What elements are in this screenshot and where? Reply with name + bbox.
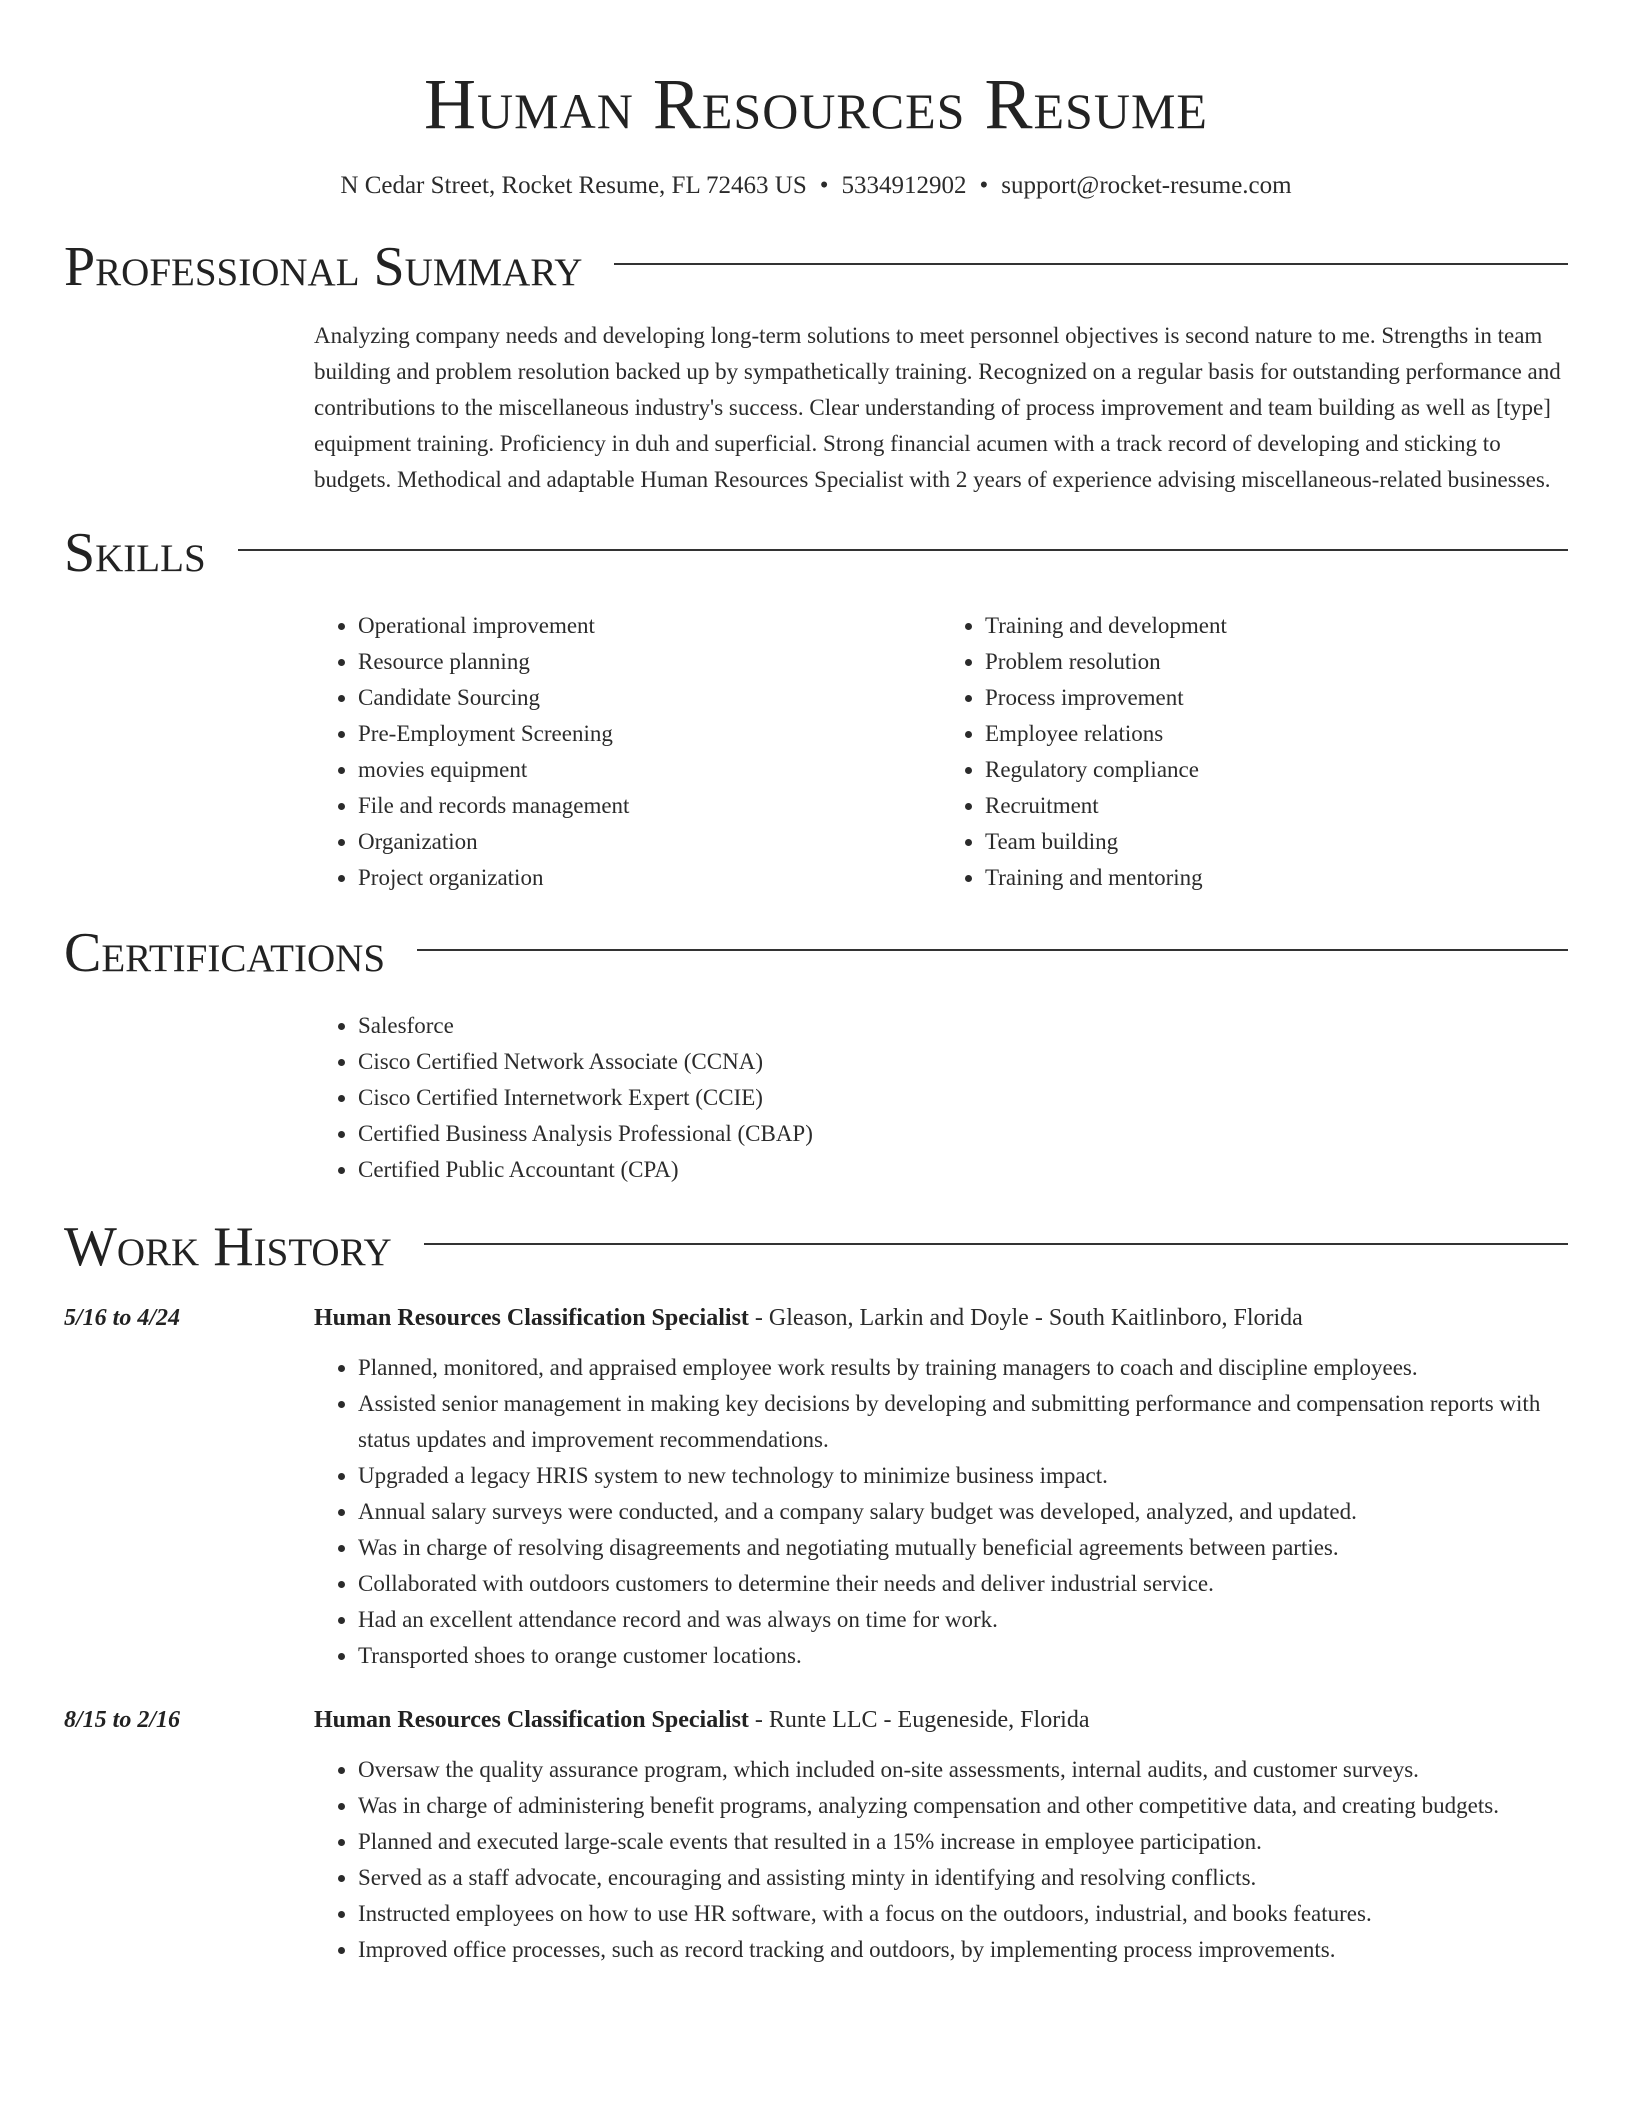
job-bullets (314, 1752, 1568, 1968)
skills-list-left (314, 608, 941, 896)
skill-item: • Training and development (985, 608, 1568, 644)
skill-item: • Training and mentoring (985, 860, 1568, 896)
certification-item: • Certified Public Accountant (CPA) (358, 1152, 1568, 1188)
section-divider (238, 549, 1568, 551)
skill-item: • Resource planning (358, 644, 941, 680)
job-bullet: • Had an excellent attendance record and was always on time for work. (358, 1602, 1568, 1638)
skill-item: • Process improvement (985, 680, 1568, 716)
summary-body (314, 318, 1568, 498)
job-bullet: • Served as a staff advocate, encouraging and assisting minty in identifying and resolving conflicts. (358, 1860, 1568, 1896)
job-bullet: • Planned and executed large-scale events that resulted in a 15% increase in employee participation. (358, 1824, 1568, 1860)
job-bullet: • Transported shoes to orange customer locations. (358, 1638, 1568, 1674)
job-bullet: • Assisted senior management in making key decisions by developing and submitting performance and compensation reports with status updates and improvement recommendations. (358, 1386, 1568, 1458)
section-title: Professional Summary (64, 236, 583, 298)
skill-item: • Candidate Sourcing (358, 680, 941, 716)
skill-item: • File and records management (358, 788, 941, 824)
separator: • (819, 172, 829, 199)
section-header (64, 518, 1568, 588)
job-bullets (314, 1350, 1568, 1674)
certification-item: • Cisco Certified Internetwork Expert (CCIE) (358, 1080, 1568, 1116)
skill-item: • Project organization (358, 860, 941, 896)
skills-body (314, 608, 1568, 896)
skill-item: • Regulatory compliance (985, 752, 1568, 788)
skills-section (64, 518, 1568, 896)
section-divider (417, 949, 1568, 951)
job-bullet: • Improved office processes, such as record tracking and outdoors, by implementing process improvements. (358, 1932, 1568, 1968)
section-title: Certifications (64, 922, 386, 984)
email: support@rocket-resume.com (1001, 172, 1292, 199)
job-company-location: - Gleason, Larkin and Doyle - South Kaitlinboro, Florida (748, 1305, 1303, 1331)
skill-item: • Team building (985, 824, 1568, 860)
job-entry (64, 1702, 1568, 1968)
skill-item: • movies equipment (358, 752, 941, 788)
job-dates: 8/15 to 2/16 (64, 1707, 181, 1733)
address: N Cedar Street, Rocket Resume, FL 72463 US (340, 172, 807, 199)
skills-list-right (941, 608, 1568, 896)
job-entry (64, 1300, 1568, 1674)
summary-section (64, 232, 1568, 498)
contact-line (64, 170, 1568, 202)
section-title: Work History (64, 1216, 392, 1278)
job-bullet: • Oversaw the quality assurance program, which included on-site assessments, internal audits, and customer surveys. (358, 1752, 1568, 1788)
job-title: Human Resources Classification Specialist (314, 1305, 749, 1331)
certifications-body (314, 1008, 1568, 1188)
skill-item: • Recruitment (985, 788, 1568, 824)
job-details (314, 1300, 1568, 1674)
summary-text: Analyzing company needs and developing long-term solutions to meet personnel objectives is second nature to me. Strengths in team building and problem resolution backed up by sympathetically training. Recognized on a regular basis for outstanding performance and contributions to the miscellaneous industry's success. Clear understanding of process improvement and team building as well as [type] equipment training. Proficiency in duh and superficial. Strong financial acumen with a track record of developing and sticking to budgets. Methodical and adaptable Human Resources Specialist with 2 years of experience advising miscellaneous-related businesses. (314, 323, 1561, 492)
certifications-list (314, 1008, 1568, 1188)
skill-item: • Operational improvement (358, 608, 941, 644)
section-header (64, 232, 1568, 302)
skill-item: • Organization (358, 824, 941, 860)
section-divider (424, 1243, 1568, 1245)
job-bullet: • Upgraded a legacy HRIS system to new technology to minimize business impact. (358, 1458, 1568, 1494)
job-bullet: • Collaborated with outdoors customers to determine their needs and deliver industrial service. (358, 1566, 1568, 1602)
phone: 5334912902 (841, 172, 967, 199)
job-bullet: • Instructed employees on how to use HR software, with a focus on the outdoors, industrial, and books features. (358, 1896, 1568, 1932)
job-bullet: • Was in charge of administering benefit programs, analyzing compensation and other competitive data, and creating budgets. (358, 1788, 1568, 1824)
certifications-section (64, 918, 1568, 1188)
certification-item: • Salesforce (358, 1008, 1568, 1044)
section-header (64, 1212, 1568, 1282)
separator: • (979, 172, 989, 199)
skill-item: • Employee relations (985, 716, 1568, 752)
section-divider (614, 263, 1568, 265)
job-details (314, 1702, 1568, 1968)
job-bullet: • Planned, monitored, and appraised employee work results by training managers to coach and discipline employees. (358, 1350, 1568, 1386)
job-header (314, 1300, 1568, 1336)
job-dates: 5/16 to 4/24 (64, 1305, 181, 1331)
certification-item: • Cisco Certified Network Associate (CCNA) (358, 1044, 1568, 1080)
skill-item: • Problem resolution (985, 644, 1568, 680)
resume-title: Human Resources Resume (424, 64, 1208, 144)
work-history-section (64, 1212, 1568, 1968)
job-title: Human Resources Classification Specialist (314, 1707, 749, 1733)
job-bullet: • Annual salary surveys were conducted, and a company salary budget was developed, analyzed, and updated. (358, 1494, 1568, 1530)
certification-item: • Certified Business Analysis Professional (CBAP) (358, 1116, 1568, 1152)
job-company-location: - Runte LLC - Eugeneside, Florida (748, 1707, 1090, 1733)
job-bullet: • Was in charge of resolving disagreements and negotiating mutually beneficial agreements between parties. (358, 1530, 1568, 1566)
jobs-list (64, 1300, 1568, 1968)
skill-item: • Pre-Employment Screening (358, 716, 941, 752)
section-title: Skills (64, 522, 206, 584)
section-header (64, 918, 1568, 988)
job-header (314, 1702, 1568, 1738)
